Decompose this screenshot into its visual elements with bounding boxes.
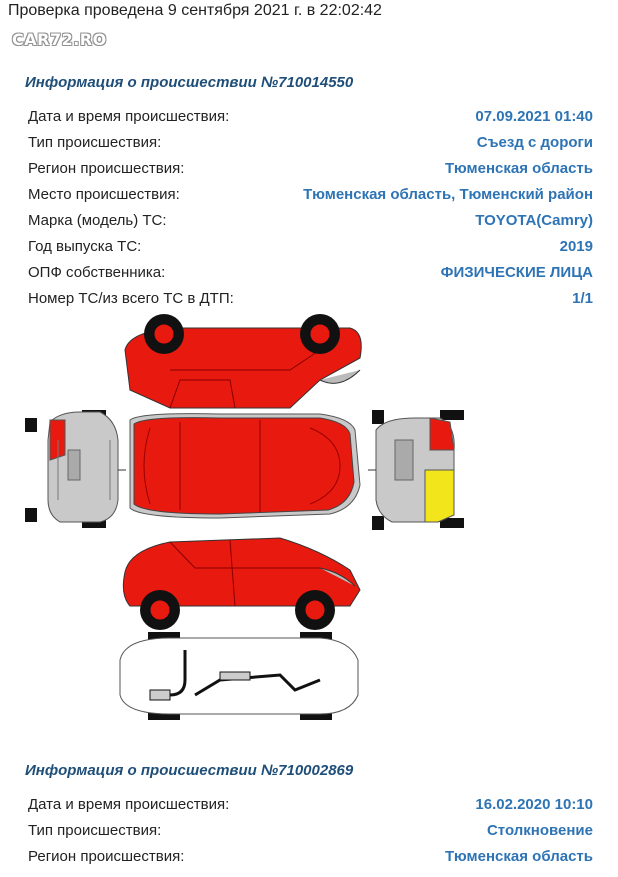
row-value: TOYOTA(Camry) bbox=[475, 212, 593, 229]
row-label: Тип происшествия: bbox=[28, 822, 162, 839]
info-row-date bbox=[28, 796, 593, 818]
damage-diagram bbox=[20, 310, 470, 730]
info-row-year bbox=[28, 238, 593, 260]
car-side-view-top bbox=[125, 314, 361, 408]
car-top-view bbox=[130, 414, 360, 518]
info-row-model bbox=[28, 212, 593, 234]
row-value: Съезд с дороги bbox=[476, 134, 593, 151]
info-row-date bbox=[28, 108, 593, 130]
row-label: Год выпуска ТС: bbox=[28, 238, 142, 255]
row-label: Дата и время происшествия: bbox=[28, 796, 230, 813]
row-label: Марка (модель) ТС: bbox=[28, 212, 167, 229]
row-label: ОПФ собственника: bbox=[28, 264, 166, 281]
site-watermark: CAR72.RO bbox=[12, 30, 107, 49]
row-value: 16.02.2020 10:10 bbox=[475, 796, 593, 813]
row-value: 07.09.2021 01:40 bbox=[475, 108, 593, 125]
row-label: Место происшествия: bbox=[28, 186, 180, 203]
info-row-region bbox=[28, 848, 593, 870]
info-row-region bbox=[28, 160, 593, 182]
row-value: Столкновение bbox=[486, 822, 593, 839]
info-row-type bbox=[28, 822, 593, 844]
row-label: Регион происшествия: bbox=[28, 160, 185, 177]
incident-title-2: Информация о происшествии №710002869 bbox=[25, 762, 354, 779]
row-label: Тип происшествия: bbox=[28, 134, 162, 151]
info-row-place bbox=[28, 186, 593, 208]
car-front-view bbox=[368, 410, 464, 530]
row-value: 2019 bbox=[559, 238, 593, 255]
car-side-view-bottom bbox=[123, 538, 360, 630]
car-rear-view bbox=[25, 410, 126, 528]
row-label: Регион происшествия: bbox=[28, 848, 185, 865]
row-label: Дата и время происшествия: bbox=[28, 108, 230, 125]
row-value: Тюменская область bbox=[444, 160, 593, 177]
car-underbody-view bbox=[120, 632, 358, 720]
row-value: ФИЗИЧЕСКИЕ ЛИЦА bbox=[440, 264, 593, 281]
info-row-type bbox=[28, 134, 593, 156]
check-date-text: Проверка проведена 9 сентября 2021 г. в 22:02:42 bbox=[8, 2, 382, 19]
row-value: 1/1 bbox=[572, 290, 593, 307]
row-label: Номер ТС/из всего ТС в ДТП: bbox=[28, 290, 234, 307]
info-row-owner bbox=[28, 264, 593, 286]
incident-title-1: Информация о происшествии №710014550 bbox=[25, 74, 354, 91]
row-value: Тюменская область bbox=[444, 848, 593, 865]
info-row-vehicle-number bbox=[28, 290, 593, 312]
row-value: Тюменская область, Тюменский район bbox=[303, 186, 593, 203]
